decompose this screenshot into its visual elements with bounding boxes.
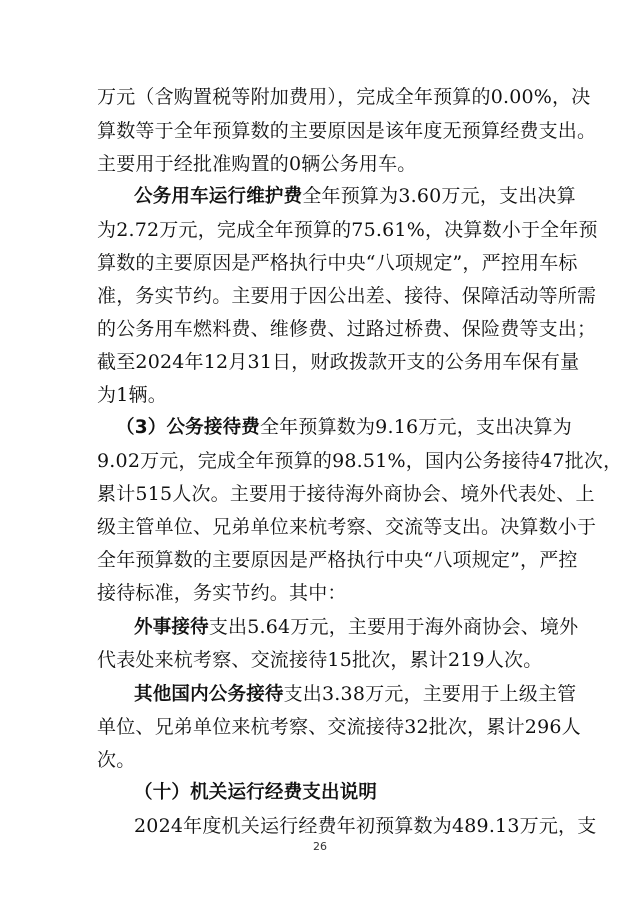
- text-line: 接待标准，务实节约。其中：: [97, 582, 347, 604]
- paragraph-first-line: [134, 681, 576, 708]
- text-line: 算数等于全年预算数的主要原因是该年度无预算经费支出。: [97, 120, 597, 142]
- text-line: 算数的主要原因是严格执行中央“八项规定”，严控用车标: [97, 252, 578, 274]
- text-line: 9.02万元，完成全年预算的98.51%，国内公务接待47批次，: [97, 450, 623, 472]
- text-line: 为1辆。: [97, 384, 167, 406]
- page-number: 26: [313, 840, 327, 853]
- text-line: 全年预算数的主要原因是严格执行中央“八项规定”，严控: [97, 549, 578, 571]
- text-line: 万元（含购置税等附加费用），完成全年预算的0.00%，决: [97, 86, 591, 108]
- text-line: 的公务用车燃料费、维修费、过路过桥费、保险费等支出；: [97, 318, 597, 340]
- text-line: 准，务实节约。主要用于因公出差、接待、保障活动等所需: [97, 285, 597, 307]
- text-line: 单位、兄弟单位来杭考察、交流接待32批次，累计296人: [97, 716, 581, 738]
- text-line: 累计515人次。主要用于接待海外商协会、境外代表处、上: [97, 483, 595, 505]
- text-run: 全年预算为3.60万元，支出决算: [302, 185, 576, 207]
- text-line: 为2.72万元，完成全年预算的75.61%，决算数小于全年预: [97, 219, 598, 241]
- paragraph-first-line: [116, 414, 572, 441]
- text-line: 次。: [97, 749, 136, 771]
- heading-foreign-reception: 外事接待: [134, 617, 209, 638]
- heading-domestic-reception: 其他国内公务接待: [134, 684, 284, 705]
- paragraph-first-line: [134, 183, 576, 210]
- heading-reception: （3）公务接待费: [116, 417, 260, 438]
- heading-vehicle-maintenance: 公务用车运行维护费: [134, 186, 303, 207]
- text-line: 代表处来杭考察、交流接待15批次，累计219人次。: [97, 649, 543, 671]
- text-run: 支出5.64万元，主要用于海外商协会、境外: [208, 616, 579, 638]
- text-line: 主要用于经批准购置的0辆公务用车。: [97, 153, 417, 175]
- text-run: 支出3.38万元，主要用于上级主管: [283, 683, 577, 705]
- paragraph-first-line: [134, 614, 578, 641]
- text-line: 截至2024年12月31日，财政拨款开支的公务用车保有量: [97, 351, 580, 373]
- text-line: 2024年度机关运行经费年初预算数为489.13万元，支: [134, 815, 597, 837]
- text-run: 全年预算数为9.16万元，支出决算为: [259, 416, 572, 438]
- text-line: 级主管单位、兄弟单位来杭考察、交流等支出。决算数小于: [97, 516, 597, 538]
- section-heading: （十）机关运行经费支出说明: [134, 782, 378, 803]
